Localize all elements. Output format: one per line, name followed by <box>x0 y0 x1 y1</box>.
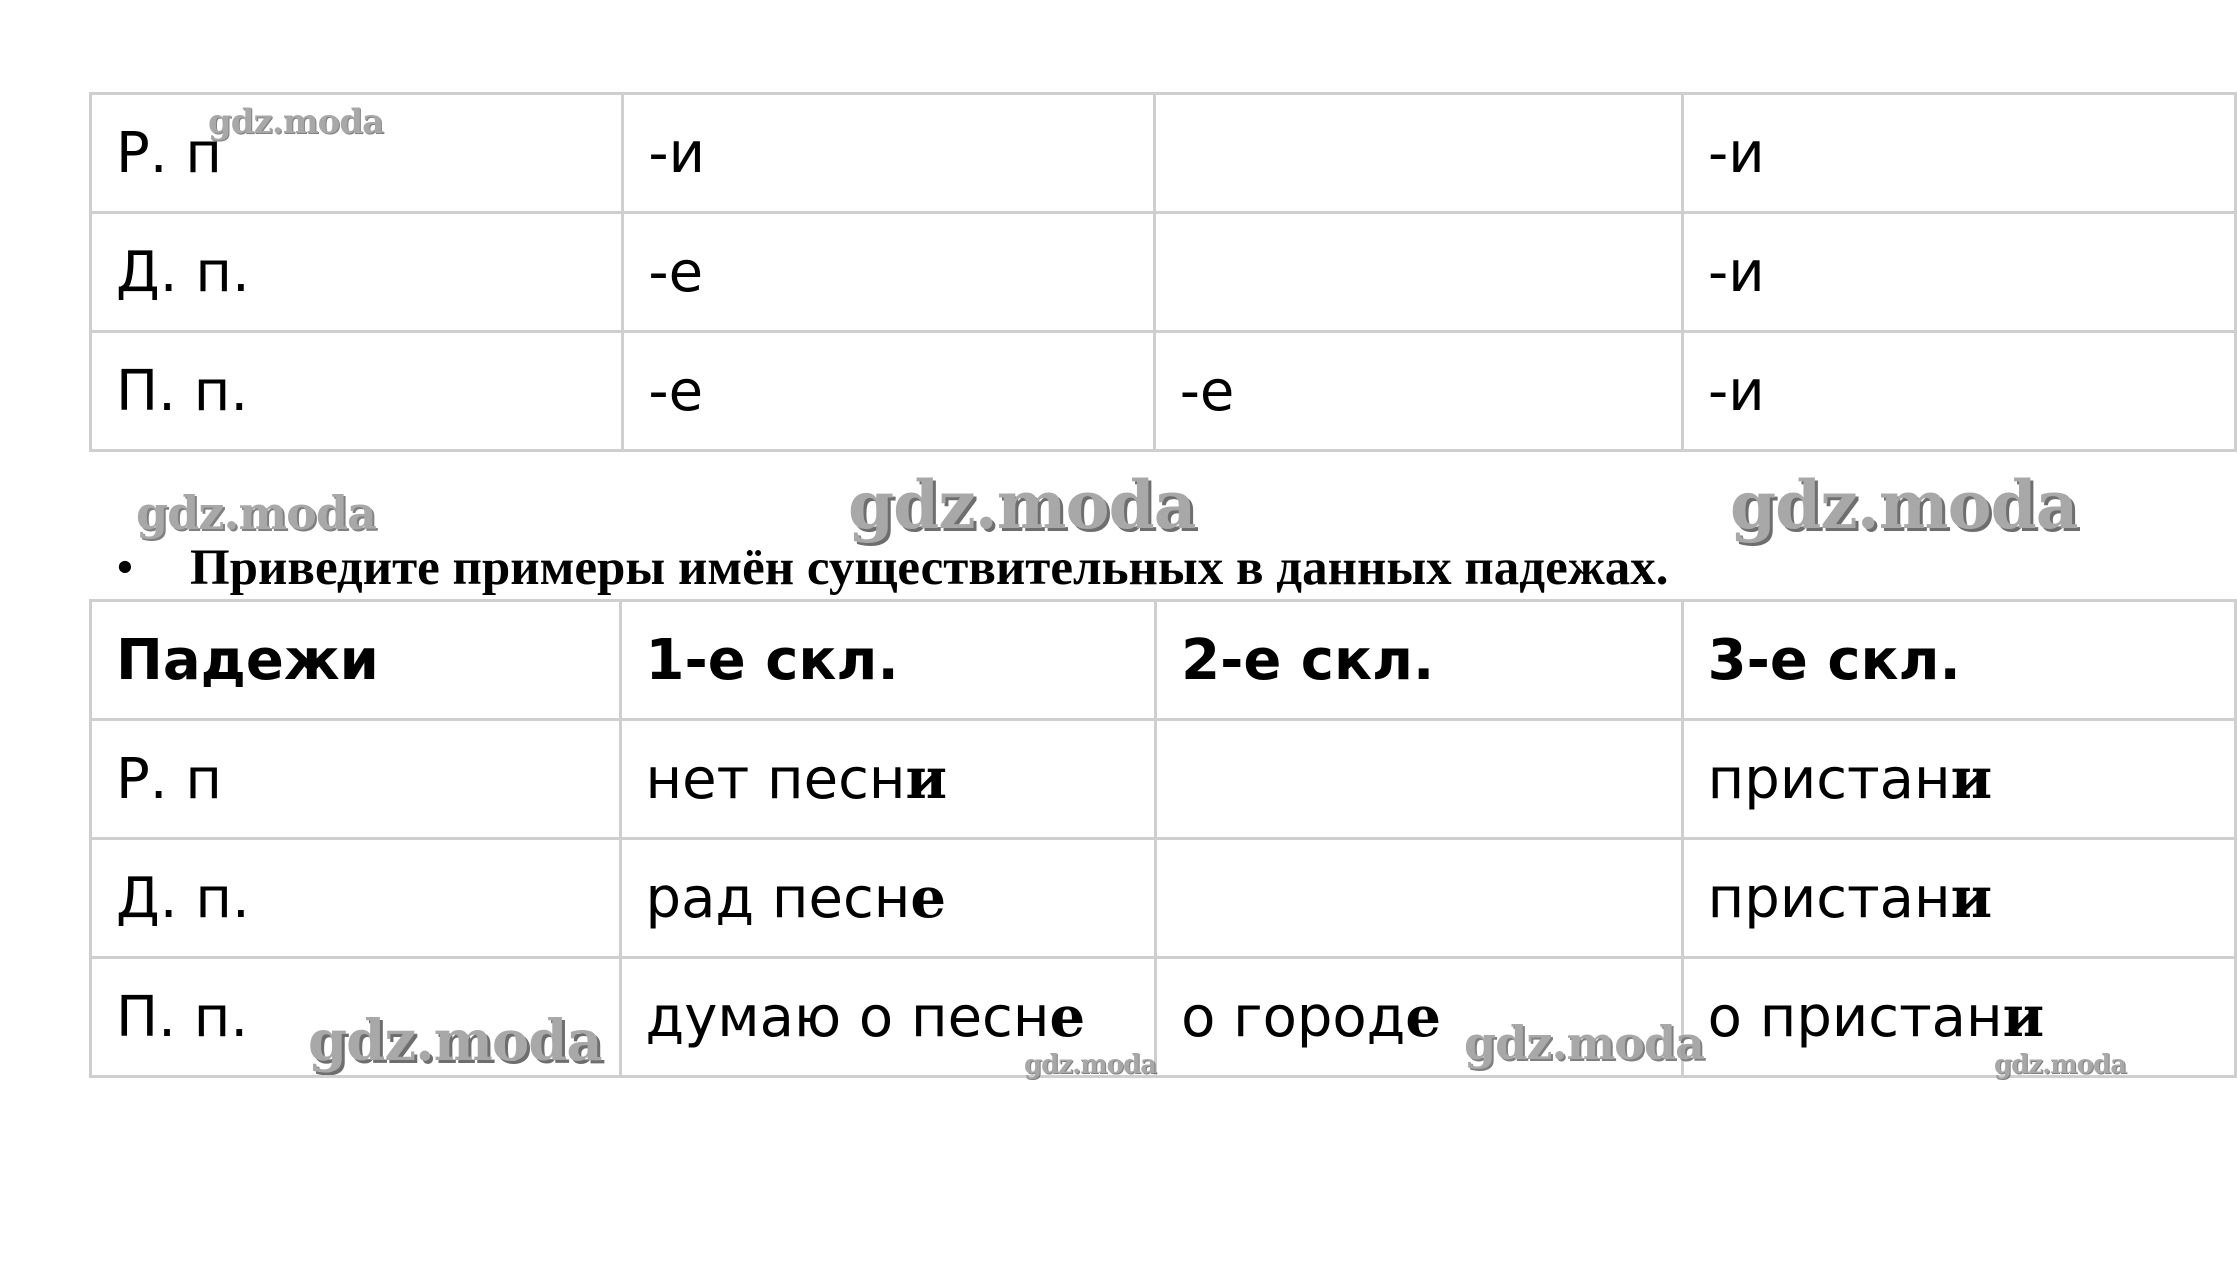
watermark: gdz.moda <box>1994 1050 2127 1080</box>
endings-table <box>89 92 2237 452</box>
declension-3-cell: -и <box>1683 94 2236 213</box>
word-ending: е <box>1405 984 1442 1050</box>
example-cell <box>1682 720 2235 839</box>
table-row <box>91 213 2236 332</box>
case-cell: П. п. <box>91 332 623 451</box>
word-stem: нет песн <box>645 747 906 812</box>
word-ending: и <box>1950 746 1993 812</box>
declension-1-cell: -и <box>623 94 1154 213</box>
example-cell <box>1156 839 1683 958</box>
examples-table <box>89 599 2237 1078</box>
word-stem: пристан <box>1707 866 1951 931</box>
bullet-icon: • <box>116 540 134 596</box>
word-stem: о пристан <box>1707 985 2003 1050</box>
example-cell <box>620 839 1156 958</box>
column-header: 1-е скл. <box>620 601 1156 720</box>
case-cell: П. п. <box>91 958 621 1077</box>
example-cell <box>1682 958 2235 1077</box>
watermark: gdz.moda <box>1024 1050 1157 1080</box>
example-cell <box>1156 720 1683 839</box>
table-row <box>91 332 2236 451</box>
watermark: gdz.moda <box>136 486 376 540</box>
word-ending: и <box>905 746 948 812</box>
declension-1-cell: -е <box>623 332 1154 451</box>
watermark: gdz.moda <box>208 102 384 142</box>
declension-1-cell: -е <box>623 213 1154 332</box>
word-stem: рад песн <box>645 866 911 931</box>
instruction-text: Приведите примеры имён существительных в данных падежах. <box>190 540 1669 596</box>
table-row <box>91 720 2236 839</box>
declension-2-cell <box>1154 94 1682 213</box>
table-row <box>91 839 2236 958</box>
watermark: gdz.moda <box>848 466 1196 544</box>
watermark: gdz.moda <box>308 1008 602 1074</box>
instruction-line <box>116 538 1668 598</box>
word-ending: е <box>1049 984 1086 1050</box>
example-cell <box>620 720 1156 839</box>
table-row <box>91 94 2236 213</box>
word-stem: о город <box>1181 985 1406 1050</box>
declension-2-cell: -е <box>1154 332 1682 451</box>
watermark: gdz.moda <box>1730 466 2078 544</box>
column-header: 2-е скл. <box>1156 601 1683 720</box>
case-cell: Р. п <box>91 720 621 839</box>
column-header: Падежи <box>91 601 621 720</box>
declension-3-cell: -и <box>1683 332 2236 451</box>
word-ending: и <box>1950 865 1993 931</box>
column-header: 3-е скл. <box>1682 601 2235 720</box>
declension-2-cell <box>1154 213 1682 332</box>
word-ending: и <box>2002 984 2045 1050</box>
header-row <box>91 601 2236 720</box>
word-stem: пристан <box>1707 747 1951 812</box>
declension-3-cell: -и <box>1683 213 2236 332</box>
watermark: gdz.moda <box>1464 1016 1704 1070</box>
case-cell: Р. п <box>91 94 623 213</box>
word-stem: думаю о песн <box>645 985 1050 1050</box>
case-cell: Д. п. <box>91 839 621 958</box>
example-cell <box>1682 839 2235 958</box>
case-cell: Д. п. <box>91 213 623 332</box>
word-ending: е <box>910 865 947 931</box>
